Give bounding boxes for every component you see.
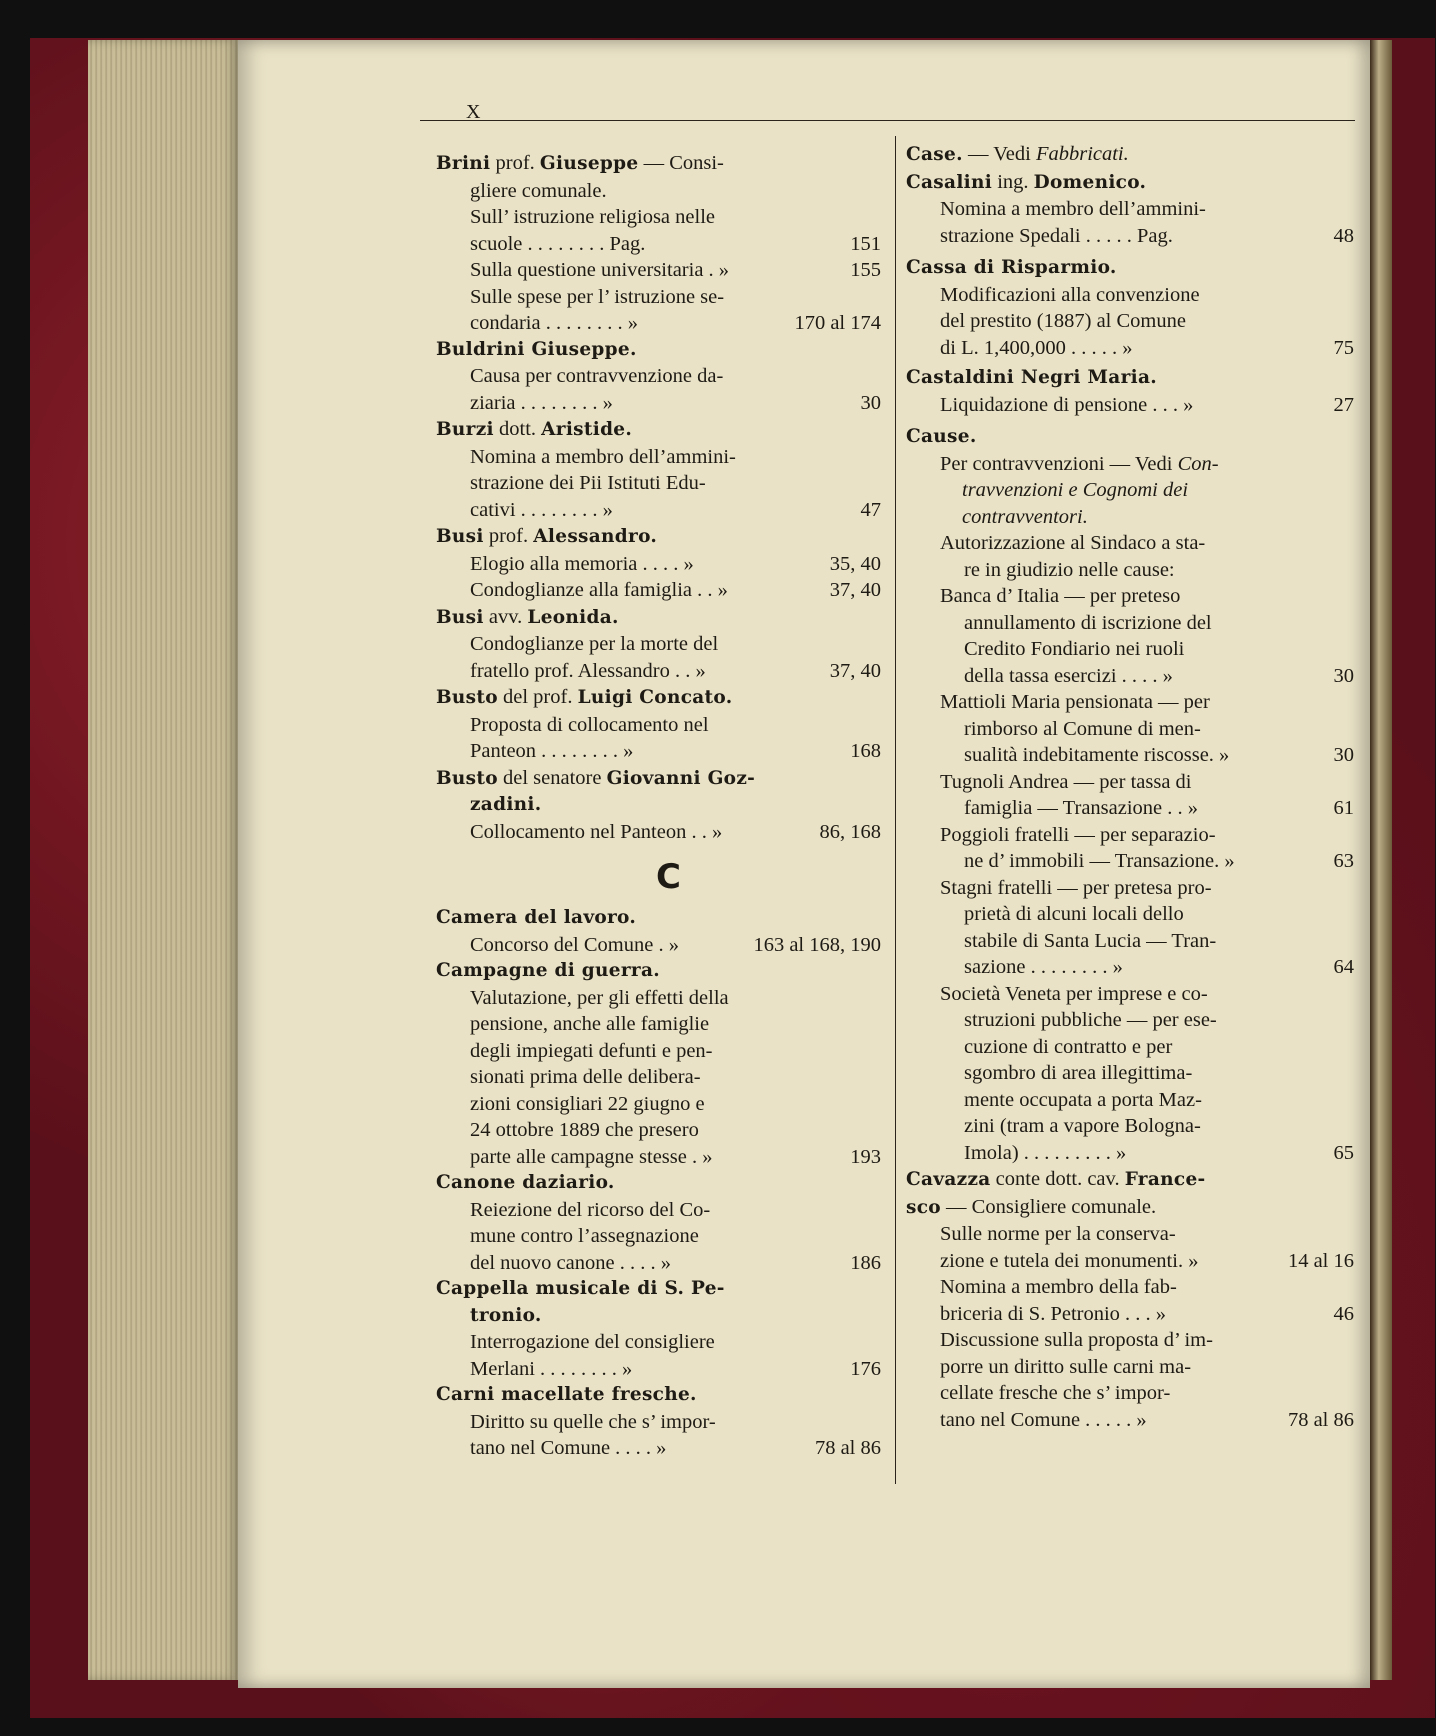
index-text: struzioni pubbliche — per ese- bbox=[964, 1009, 1217, 1031]
index-text: del nuovo canone . . . . » bbox=[470, 1251, 671, 1274]
index-entry-brini bbox=[436, 150, 881, 337]
index-text: del senatore bbox=[497, 766, 607, 789]
index-line-with-page-ref bbox=[906, 1248, 1354, 1275]
index-line-with-page-ref bbox=[436, 551, 881, 578]
index-text: 151 bbox=[850, 232, 881, 255]
index-text: mente occupata a porta Maz- bbox=[964, 1088, 1202, 1111]
index-text: Case. bbox=[906, 144, 963, 165]
index-entry-cassa bbox=[906, 255, 1354, 361]
index-text: Busi bbox=[436, 526, 484, 547]
index-text: 78 al 86 bbox=[1287, 1408, 1354, 1431]
index-text: Brini bbox=[436, 153, 491, 174]
index-text: cellate fresche che s’ impor- bbox=[940, 1382, 1171, 1404]
index-entry-cappella bbox=[436, 1276, 881, 1382]
index-text: fratello prof. Alessandro . . » bbox=[470, 659, 706, 682]
index-entry-buldrini bbox=[436, 337, 881, 417]
index-entry-carni bbox=[436, 1382, 881, 1462]
index-line-with-page-ref bbox=[906, 392, 1354, 419]
index-text: Stagni fratelli — per pretesa pro- bbox=[940, 876, 1212, 899]
index-line-with-page-ref bbox=[436, 390, 881, 417]
index-text: Modificazioni alla convenzione bbox=[940, 283, 1200, 306]
index-text: Nomina a membro dell’ammini- bbox=[940, 198, 1206, 220]
index-entry-busto-gozzadini bbox=[436, 765, 881, 846]
index-line-with-page-ref bbox=[906, 1301, 1354, 1328]
index-line-with-page-ref bbox=[436, 497, 881, 524]
index-text: pensione, anche alle famiglie bbox=[470, 1013, 710, 1035]
index-line-with-page-ref bbox=[906, 663, 1354, 690]
index-text: Cappella musicale di S. Pe- bbox=[436, 1278, 725, 1299]
index-text: Busto bbox=[436, 687, 498, 708]
index-text: Reiezione del ricorso del Co- bbox=[470, 1198, 711, 1221]
index-line-with-page-ref bbox=[436, 1250, 881, 1277]
index-entry-busto-concato bbox=[436, 684, 881, 765]
index-text: 46 bbox=[1333, 1302, 1354, 1325]
index-line-with-page-ref bbox=[436, 231, 881, 258]
index-text: parte alle campagne stesse . » bbox=[470, 1145, 713, 1168]
index-text: Società Veneta per imprese e co- bbox=[940, 982, 1208, 1005]
index-text: dott. bbox=[493, 418, 542, 440]
page-number: X bbox=[466, 101, 481, 123]
index-text: 14 al 16 bbox=[1287, 1249, 1354, 1272]
index-line-with-page-ref bbox=[906, 742, 1354, 769]
index-text: 64 bbox=[1333, 956, 1354, 978]
index-entry-canone bbox=[436, 1170, 881, 1276]
index-text: Fabbricati. bbox=[1035, 143, 1129, 165]
index-text: avv. bbox=[483, 605, 528, 628]
index-text: rimborso al Comune di men- bbox=[964, 717, 1201, 740]
index-text: Sulle spese per l’ istruzione se- bbox=[470, 285, 725, 308]
column-divider bbox=[895, 136, 896, 1484]
index-text: 193 bbox=[850, 1145, 881, 1168]
index-text: Collocamento nel Panteon . . » bbox=[470, 820, 723, 843]
index-text: Liquidazione di pensione . . . » bbox=[940, 393, 1194, 416]
index-text: — Vedi bbox=[962, 143, 1036, 165]
index-text: Per contravvenzioni — Vedi bbox=[940, 452, 1178, 475]
index-text: ing. bbox=[992, 170, 1034, 193]
index-text: Credito Fondiario nei ruoli bbox=[964, 638, 1185, 660]
index-text: 176 bbox=[850, 1357, 881, 1380]
index-text: 35, 40 bbox=[829, 552, 881, 575]
index-text: prof. bbox=[483, 525, 534, 547]
index-text: 37, 40 bbox=[829, 659, 881, 682]
index-text: 78 al 86 bbox=[814, 1437, 881, 1459]
index-text: annullamento di iscrizione del bbox=[964, 611, 1212, 634]
index-text: sgombro di area illegittima- bbox=[964, 1062, 1193, 1084]
index-text: sco bbox=[906, 1196, 941, 1218]
index-text: Concorso del Comune . » bbox=[470, 933, 679, 956]
index-text: scuole . . . . . . . . Pag. bbox=[470, 232, 646, 255]
index-text: sazione . . . . . . . . » bbox=[964, 956, 1123, 978]
index-line-with-page-ref bbox=[436, 577, 881, 604]
index-entry-camera bbox=[436, 905, 881, 958]
index-text: Domenico. bbox=[1033, 171, 1147, 193]
index-text: Tugnoli Andrea — per tassa di bbox=[940, 770, 1192, 793]
index-text: del prof. bbox=[497, 686, 578, 708]
index-text: cativi . . . . . . . . » bbox=[470, 498, 613, 521]
index-line-with-page-ref bbox=[906, 223, 1354, 250]
index-text: del prestito (1887) al Comune bbox=[940, 310, 1186, 332]
index-text: mune contro l’assegnazione bbox=[470, 1225, 699, 1247]
index-text: contravventori. bbox=[962, 505, 1088, 528]
index-text: sionati prima delle delibera- bbox=[470, 1066, 701, 1088]
index-text: sualità indebitamente riscosse. » bbox=[964, 744, 1230, 766]
index-text: 48 bbox=[1333, 224, 1354, 247]
header-rule bbox=[420, 120, 1355, 121]
page-edges bbox=[88, 40, 238, 1680]
index-text: Sull’ istruzione religiosa nelle bbox=[470, 206, 715, 228]
index-text: Canone daziario. bbox=[436, 1172, 615, 1193]
index-text: zione e tutela dei monumenti. » bbox=[940, 1249, 1199, 1272]
index-text: prof. bbox=[490, 152, 540, 174]
index-text: Elogio alla memoria . . . . » bbox=[470, 552, 694, 575]
index-text: porre un diritto sulle carni ma- bbox=[940, 1355, 1192, 1378]
index-line-with-page-ref bbox=[906, 1407, 1354, 1434]
index-text: di L. 1,400,000 . . . . . » bbox=[940, 336, 1133, 359]
index-text: ziaria . . . . . . . . » bbox=[470, 391, 613, 414]
index-text: Cassa di Risparmio. bbox=[906, 257, 1117, 278]
index-text: Nomina a membro della fab- bbox=[940, 1276, 1177, 1298]
index-text: — Consigliere comunale. bbox=[940, 1195, 1157, 1218]
index-text: Camera del lavoro. bbox=[436, 907, 637, 928]
index-text: re in giudizio nelle cause: bbox=[964, 558, 1175, 581]
index-text: Giovanni Goz- bbox=[606, 767, 756, 789]
index-text: Giuseppe bbox=[539, 153, 639, 174]
index-text: Cause. bbox=[906, 426, 977, 447]
index-text: Con- bbox=[1177, 452, 1219, 475]
index-text: 65 bbox=[1333, 1141, 1354, 1164]
index-text: Condoglianze alla famiglia . . » bbox=[470, 579, 728, 601]
index-line-with-page-ref bbox=[436, 819, 881, 846]
index-text: Castaldini Negri Maria. bbox=[906, 367, 1157, 388]
index-text: Sulla questione universitaria . » bbox=[470, 259, 730, 281]
index-text: 30 bbox=[1333, 664, 1354, 687]
index-text: Merlani . . . . . . . . » bbox=[470, 1357, 633, 1380]
index-entry-burzi bbox=[436, 416, 881, 523]
index-text: 27 bbox=[1333, 393, 1354, 416]
index-line-with-page-ref bbox=[906, 795, 1354, 822]
index-text: Autorizzazione al Sindaco a sta- bbox=[940, 532, 1206, 554]
index-text: Carni macellate fresche. bbox=[436, 1384, 697, 1405]
index-entry-campagne bbox=[436, 958, 881, 1170]
index-text: 24 ottobre 1889 che presero bbox=[470, 1119, 699, 1141]
index-line-with-page-ref bbox=[436, 1356, 881, 1383]
index-line-with-page-ref bbox=[436, 1435, 881, 1462]
index-line-with-page-ref bbox=[436, 310, 881, 337]
index-text: strazione dei Pii Istituti Edu- bbox=[470, 472, 706, 494]
index-text: Imola) . . . . . . . . . » bbox=[964, 1141, 1127, 1164]
index-text: tano nel Comune . . . . . » bbox=[940, 1408, 1147, 1431]
index-text: prietà di alcuni locali dello bbox=[964, 903, 1184, 925]
index-text: tano nel Comune . . . . » bbox=[470, 1437, 667, 1459]
index-text: zini (tram a vapore Bologna- bbox=[964, 1115, 1201, 1137]
index-text: 168 bbox=[850, 740, 881, 762]
index-text: Burzi bbox=[436, 419, 494, 440]
index-text: briceria di S. Petronio . . . » bbox=[940, 1302, 1167, 1325]
index-text: zadini. bbox=[470, 794, 542, 815]
left-column bbox=[436, 150, 881, 1462]
section-letter: C bbox=[656, 857, 681, 897]
index-text: Campagne di guerra. bbox=[436, 960, 660, 981]
index-entry-castaldini bbox=[906, 365, 1354, 418]
index-text: 186 bbox=[850, 1251, 881, 1274]
index-text: Busi bbox=[436, 606, 484, 628]
index-line-with-page-ref bbox=[436, 658, 881, 685]
index-text: condaria . . . . . . . . » bbox=[470, 312, 638, 334]
index-text: Alessandro. bbox=[533, 526, 658, 547]
index-text: gliere comunale. bbox=[470, 179, 607, 202]
index-text: Proposta di collocamento nel bbox=[470, 713, 709, 736]
index-line-with-page-ref bbox=[906, 1140, 1354, 1167]
index-text: travvenzioni e Cognomi dei bbox=[962, 479, 1189, 501]
index-text: — Consi- bbox=[638, 152, 724, 174]
index-entry-cavazza bbox=[906, 1166, 1354, 1433]
index-text: Busto bbox=[436, 767, 498, 789]
index-line-with-page-ref bbox=[906, 335, 1354, 362]
index-text: strazione Spedali . . . . . Pag. bbox=[940, 224, 1173, 247]
index-line-with-page-ref bbox=[436, 932, 881, 959]
index-text: Discussione sulla proposta d’ im- bbox=[940, 1329, 1213, 1351]
facing-page-edge bbox=[1370, 40, 1392, 1680]
index-text: Valutazione, per gli effetti della bbox=[470, 986, 729, 1009]
index-text: 37, 40 bbox=[829, 579, 881, 601]
index-line-with-page-ref bbox=[906, 954, 1354, 981]
index-entry-cause bbox=[906, 424, 1354, 1166]
index-text: Aristide. bbox=[541, 419, 633, 440]
index-text: famiglia — Transazione . . » bbox=[964, 797, 1199, 819]
index-text: Luigi Concato. bbox=[577, 687, 733, 708]
index-text: 61 bbox=[1333, 797, 1354, 819]
index-text: stabile di Santa Lucia — Tran- bbox=[964, 929, 1217, 952]
index-entry-busi-alessandro bbox=[436, 523, 881, 604]
index-entry-casalini bbox=[906, 169, 1354, 250]
index-text: 47 bbox=[860, 498, 881, 521]
index-line-with-page-ref bbox=[436, 257, 881, 284]
index-text: 30 bbox=[1333, 744, 1354, 766]
index-text: 75 bbox=[1333, 336, 1354, 359]
index-text: cuzione di contratto e per bbox=[964, 1035, 1173, 1058]
index-text: Banca d’ Italia — per preteso bbox=[940, 585, 1181, 607]
index-text: Interrogazione del consigliere bbox=[470, 1331, 715, 1353]
index-text: Diritto su quelle che s’ impor- bbox=[470, 1410, 716, 1433]
index-text: 30 bbox=[860, 391, 881, 414]
right-column bbox=[906, 141, 1354, 1433]
index-text: conte dott. cav. bbox=[990, 1168, 1125, 1190]
index-text: Casalini bbox=[906, 171, 993, 193]
index-text: Leonida. bbox=[527, 606, 619, 628]
index-text: zioni consigliari 22 giugno e bbox=[470, 1092, 705, 1115]
index-text: della tassa esercizi . . . . » bbox=[964, 664, 1173, 687]
index-line-with-page-ref bbox=[906, 848, 1354, 875]
index-text: France- bbox=[1124, 1169, 1206, 1190]
index-text: Panteon . . . . . . . . » bbox=[470, 740, 634, 762]
index-text: Nomina a membro dell’ammini- bbox=[470, 445, 736, 468]
index-text: 163 al 168, 190 bbox=[753, 933, 881, 956]
index-line-with-page-ref bbox=[436, 738, 881, 765]
index-entry-busi-leonida bbox=[436, 604, 881, 685]
index-text: 155 bbox=[850, 259, 881, 281]
index-text: Cavazza bbox=[906, 1169, 991, 1190]
index-text: Poggioli fratelli — per separazio- bbox=[940, 823, 1216, 846]
index-text: 63 bbox=[1333, 850, 1354, 872]
index-text: 170 al 174 bbox=[794, 312, 881, 334]
index-text: Condoglianze per la morte del bbox=[470, 633, 719, 655]
index-text: tronio. bbox=[470, 1304, 542, 1326]
index-text: ne d’ immobili — Transazione. » bbox=[964, 850, 1235, 872]
index-text: 86, 168 bbox=[819, 820, 881, 843]
index-text: Buldrini Giuseppe. bbox=[436, 338, 637, 360]
index-line-with-page-ref bbox=[436, 1144, 881, 1171]
index-text: Mattioli Maria pensionata — per bbox=[940, 691, 1210, 713]
index-entry-case bbox=[906, 141, 1354, 169]
index-text: Sulle norme per la conserva- bbox=[940, 1223, 1176, 1245]
index-text: Causa per contravvenzione da- bbox=[470, 365, 724, 387]
index-text: degli impiegati defunti e pen- bbox=[470, 1039, 713, 1062]
